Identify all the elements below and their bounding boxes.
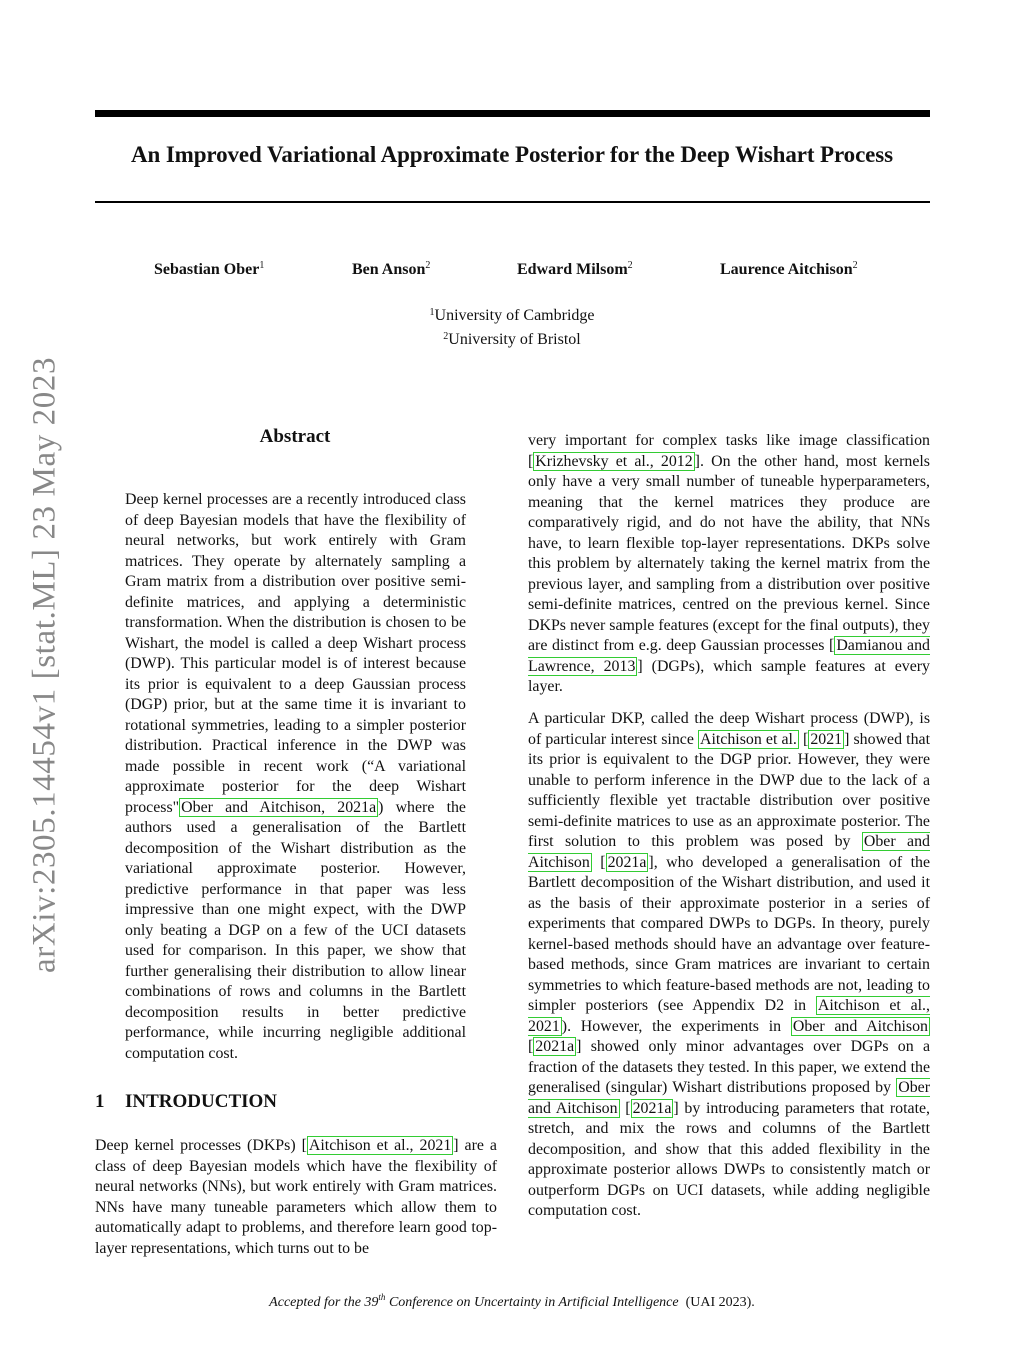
author-list	[0, 260, 1024, 284]
text-run: ) where the authors used a generalisation of the Bartlett decomposition of the Wishart distribution as the variational approximate posterior. However, predictive performance in that paper was less impressive than one might expect, with the DWP only beating a DGP on a few of the UCI datasets used for comparison. In this paper, we show that further generalising their distribution to allow linear combinations of rows and columns in the Bartlett decomposition results in better predictive performance, while incurring negligible additional computation cost.	[125, 798, 466, 1062]
citation-year: 2021a	[337, 798, 377, 816]
text-run: ] (DGPs), which sample features at every layer.	[528, 657, 931, 695]
citation-year: 2013	[603, 657, 636, 675]
author-name: Sebastian Ober	[154, 261, 260, 278]
text-run: ]. On the other hand, most kernels only have a very small number of tuneable hyperparameters, meaning that the kernel matrices they produce are comparatively rigid, and do not have the ability, that NNs have, to learn flexible top-layer representations. DKPs solve this problem by alternately taking the kernel matrix from the previous layer, and sampling from a distribution over positive semi-definite matrices, centred on the previous kernel. Since DKPs never sample features (except for the final outputs), they are distinct from e.g. deep Gaussian processes [	[528, 452, 930, 654]
author-affil-mark: 2	[852, 260, 858, 271]
author-name: Edward Milsom	[517, 261, 628, 278]
arxiv-identifier-stamp: arXiv:2305.14454v1 [stat.ML] 23 May 2023	[26, 356, 63, 974]
text-run: Deep kernel processes (DKPs) [	[95, 1137, 307, 1154]
citation-link[interactable]: Aitchison et al., 2021	[528, 997, 930, 1035]
author-1	[154, 260, 264, 279]
text-run: Deep kernel processes are a recently introduced class of deep Bayesian models that have the flexibility of neural networks, but work entirely with Gram matrices. They operate by alternately sampling a Gram matrix from a distribution over positive semi-definite matrices, and applying a deterministic transformation. When the distribution is chosen to be Wishart, the model is called a deep Wishart process (DWP). This particular model is of interest because its prior is equivalent to a deep Gaussian process (DGP) prior, but at the same time it is invariant to rotational symmetries, leading to a simpler posterior distribution. Practical inference in the DWP was made possible in recent work (“A variational approximate posterior for the deep Wishart process"	[125, 491, 466, 816]
citation-authors: Damianou and Lawrence	[528, 637, 930, 675]
citation-link[interactable]: Ober and Aitchison, 2021a	[181, 798, 377, 816]
text-run: ] by introducing parameters that rotate, stretch, and mix the rows and columns of the Bartlett decomposition, and show that this added flexibility in the approximate posterior allows DWPs to consistently match or outperform DGPs on UCI datasets, while adding negligible computation cost.	[528, 1099, 931, 1219]
citation-year: 2012	[660, 452, 693, 470]
citation-link[interactable]: Damianou and Lawrence, 2013	[528, 637, 930, 675]
author-2	[352, 260, 430, 279]
citation-link[interactable]: Aitchison et al., 2021	[308, 1137, 452, 1154]
citation-year-link[interactable]: 2021	[810, 730, 843, 748]
citation-authors: Aitchison et al.	[817, 997, 927, 1014]
title-top-rule	[95, 110, 930, 117]
affiliations	[0, 302, 1024, 350]
text-run: ] showed that its prior is equivalent to the DGP prior. However, they were unable to perform inference in the DWP due to the lack of a sufficiently flexible yet tractable distribution over positive semi-definite matrices to use as an approximate posterior. The first solution to this problem was posed by	[528, 730, 930, 850]
affil-mark: 2	[443, 331, 449, 342]
citation-year-link[interactable]: 2021a	[632, 1099, 672, 1117]
author-name: Ben Anson	[352, 261, 426, 278]
text-run: ], who developed a generalisation of the Bartlett decomposition of the Wishart distribution, and used it as the basis of their approximate posterior in a series of experiments that compared DWPs to DGPs. In theory, purely kernel-based methods should have an advantage over feature-based methods, since Gram matrices are invariant to certain symmetries to which feature-based methods are not, leading to simpler posteriors (see Appendix D2 in	[528, 853, 930, 1014]
affiliation-2	[0, 326, 1024, 350]
paper-title: An Improved Variational Approximate Posterior for the Deep Wishart Process	[130, 142, 893, 167]
page-footer	[0, 1292, 1024, 1311]
abstract-text	[125, 490, 466, 1064]
author-3	[517, 260, 633, 279]
citation-authors: Ober and Aitchison	[181, 798, 322, 816]
citation-link[interactable]: Ober and Aitchison	[792, 1017, 929, 1035]
citation-year: 2021	[528, 1017, 560, 1035]
right-paragraph-1	[528, 431, 930, 698]
text-run: very important for complex tasks like image classification [	[528, 432, 930, 470]
citation-authors: Aitchison et al.	[308, 1137, 410, 1154]
footer-prefix: Accepted for the 39	[269, 1295, 379, 1310]
section-title: INTRODUCTION	[125, 1091, 278, 1112]
affiliation-1	[0, 302, 1024, 326]
author-affil-mark: 2	[627, 260, 633, 271]
footer-suffix: Conference on Uncertainty in Artificial Intelligence	[385, 1295, 679, 1310]
affil-name: University of Cambridge	[434, 307, 595, 324]
citation-year: 2021	[419, 1137, 452, 1154]
intro-paragraph	[95, 1136, 497, 1259]
abstract-heading: Abstract	[259, 426, 331, 447]
footer-ordinal: th	[378, 1292, 386, 1302]
author-4	[720, 260, 858, 279]
author-name: Laurence Aitchison	[720, 261, 853, 278]
citation-authors: Krizhevsky et al.	[535, 452, 650, 470]
text-run: ] showed only minor advantages over DGPs on a fraction of the datasets they tested. In this paper, we extend the generalised (singular) Wishart distributions proposed by	[528, 1038, 930, 1096]
section-number: 1	[95, 1091, 105, 1112]
text-run: A particular DKP, called the deep Wishart process (DWP), is of particular interest since	[528, 710, 930, 748]
right-paragraph-2: A particular DKP, called the deep Wishart process (DWP), is of particular interest since Aitchison et al. [ 2021 ] showed that its prior is equivalent to the DGP prior. However, they were unable to perform inference in the DWP due to the lack of a sufficiently flexible yet tractable distribution over positive semi-definite matrices to use as an approximate posterior. The first solution to this problem was posed by Ober and Aitchison [ 2021a ], who developed a generalisation of the Bartlett decomposition of the Wishart distribution, and used it as the basis of their approximate posterior in a series of experiments that compared DWPs to DGPs. In theory, purely kernel-based methods should have an advantage over feature-based methods, since Gram matrices are invariant to certain symmetries to which feature-based methods are not, leading to simpler posteriors (see Appendix D2 in Aitchison et al., 2021 ). However, the experiments in Ober and Aitchison [ 2021a ] showed only minor advantages over DGPs on a fraction of the datasets they tested. In this paper, we extend the generalised (singular) Wishart distributions proposed by Ober and Aitchison [ 2021a ] by introducing parameters that rotate, stretch, and mix the rows and columns of the Bartlett decomposition, and show that this added flexibility in the approximate posterior allows DWPs to consistently match or outperform DGPs on UCI datasets, while adding negligible computation cost.	[528, 710, 931, 1219]
author-affil-mark: 1	[259, 260, 265, 271]
affil-name: University of Bristol	[448, 331, 581, 348]
citation-link[interactable]: Ober and Aitchison	[528, 833, 930, 871]
title-bottom-rule	[95, 201, 930, 203]
text-run: ). However, the experiments in	[561, 1017, 791, 1035]
citation-link[interactable]: Aitchison et al.	[699, 730, 797, 748]
citation-year-link[interactable]: 2021a	[607, 853, 647, 871]
section-heading	[95, 1091, 277, 1113]
affil-mark: 1	[429, 307, 435, 318]
citation-link[interactable]: Ober and Aitchison	[528, 1079, 930, 1117]
citation-link[interactable]: Krizhevsky et al., 2012	[535, 452, 693, 470]
author-affil-mark: 2	[425, 260, 431, 271]
footer-venue	[269, 1292, 679, 1310]
footer-tail: (UAI 2023).	[685, 1295, 755, 1310]
citation-year-link[interactable]: 2021a	[535, 1038, 575, 1055]
text-run: ] are a class of deep Bayesian models which have the flexibility of neural networks (NNs), but work entirely with Gram matrices. NNs have many tuneable parameters which allow them to automatically adapt to problems, and therefore learn good top-layer representations, which turns out to be	[95, 1137, 497, 1257]
